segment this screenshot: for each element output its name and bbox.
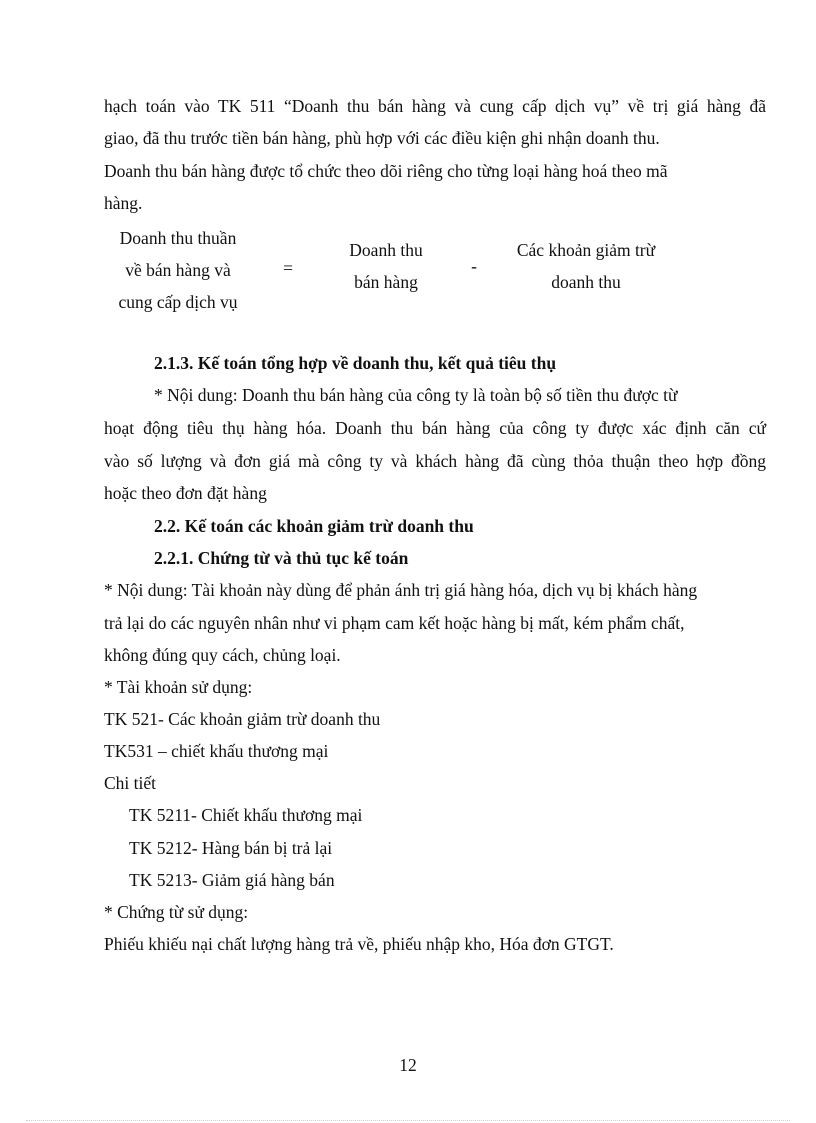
paragraph-line: * Nội dung: Doanh thu bán hàng của công ty là toàn bộ số tiền thu được từ xyxy=(154,385,678,405)
paragraph-line: * Nội dung: Tài khoản này dùng để phản ánh trị giá hàng hóa, dịch vụ bị khách hàng xyxy=(104,580,698,600)
formula-right-line2: doanh thu xyxy=(551,272,621,292)
accounts-label: * Tài khoản sử dụng: xyxy=(104,677,253,697)
formula-left-line1: Doanh thu thuần xyxy=(119,228,237,248)
detail-item: TK 5213- Giảm giá hàng bán xyxy=(129,870,335,890)
detail-label: Chi tiết xyxy=(104,773,157,793)
detail-item: TK 5211- Chiết khấu thương mại xyxy=(129,805,363,825)
section-heading-2-2: 2.2. Kế toán các khoản giảm trừ doanh thu xyxy=(154,516,474,536)
paragraph-line: hoạt động tiêu thụ hàng hóa. Doanh thu bán hàng của công ty được xác định căn cứ xyxy=(104,418,766,438)
formula-middle-line1: Doanh thu xyxy=(349,240,423,260)
account-531: TK531 – chiết khấu thương mại xyxy=(104,741,329,761)
account-521: TK 521- Các khoản giảm trừ doanh thu xyxy=(104,709,381,729)
paragraph-line: hạch toán vào TK 511 “Doanh thu bán hàng và cung cấp dịch vụ” về trị giá hàng đã xyxy=(104,96,766,116)
paragraph-line: không đúng quy cách, chủng loại. xyxy=(104,645,341,665)
page-bottom-rule xyxy=(26,1120,790,1121)
formula-equals-sign: = xyxy=(283,258,293,278)
section-heading-2-1-3: 2.1.3. Kế toán tổng hợp về doanh thu, kết quả tiêu thụ xyxy=(154,353,557,373)
formula-left-line2: về bán hàng và xyxy=(125,260,231,280)
revenue-formula xyxy=(104,220,766,320)
paragraph-line: trả lại do các nguyên nhân như vi phạm cam kết hoặc hàng bị mất, kém phẩm chất, xyxy=(104,613,685,633)
paragraph-line: giao, đã thu trước tiền bán hàng, phù hợp với các điều kiện ghi nhận doanh thu. xyxy=(104,128,660,148)
formula-minus-sign: - xyxy=(471,256,477,276)
paragraph-line: Doanh thu bán hàng được tổ chức theo dõi riêng cho từng loại hàng hoá theo mã xyxy=(104,161,668,181)
detail-item: TK 5212- Hàng bán bị trả lại xyxy=(129,838,333,858)
documents-text: Phiếu khiếu nại chất lượng hàng trả về, phiếu nhập kho, Hóa đơn GTGT. xyxy=(104,934,614,954)
formula-right-line1: Các khoản giảm trừ xyxy=(516,240,656,260)
formula-middle-line2: bán hàng xyxy=(354,272,418,292)
section-heading-2-2-1: 2.2.1. Chứng từ và thủ tục kế toán xyxy=(154,548,409,568)
paragraph-line: hàng. xyxy=(104,193,143,213)
page-number: 12 xyxy=(399,1055,417,1075)
formula-left-line3: cung cấp dịch vụ xyxy=(118,292,238,312)
paragraph-line: hoặc theo đơn đặt hàng xyxy=(104,483,267,503)
paragraph-line: vào số lượng và đơn giá mà công ty và khách hàng đã cùng thỏa thuận theo hợp đồng xyxy=(104,451,766,471)
documents-label: * Chứng từ sử dụng: xyxy=(104,902,249,922)
